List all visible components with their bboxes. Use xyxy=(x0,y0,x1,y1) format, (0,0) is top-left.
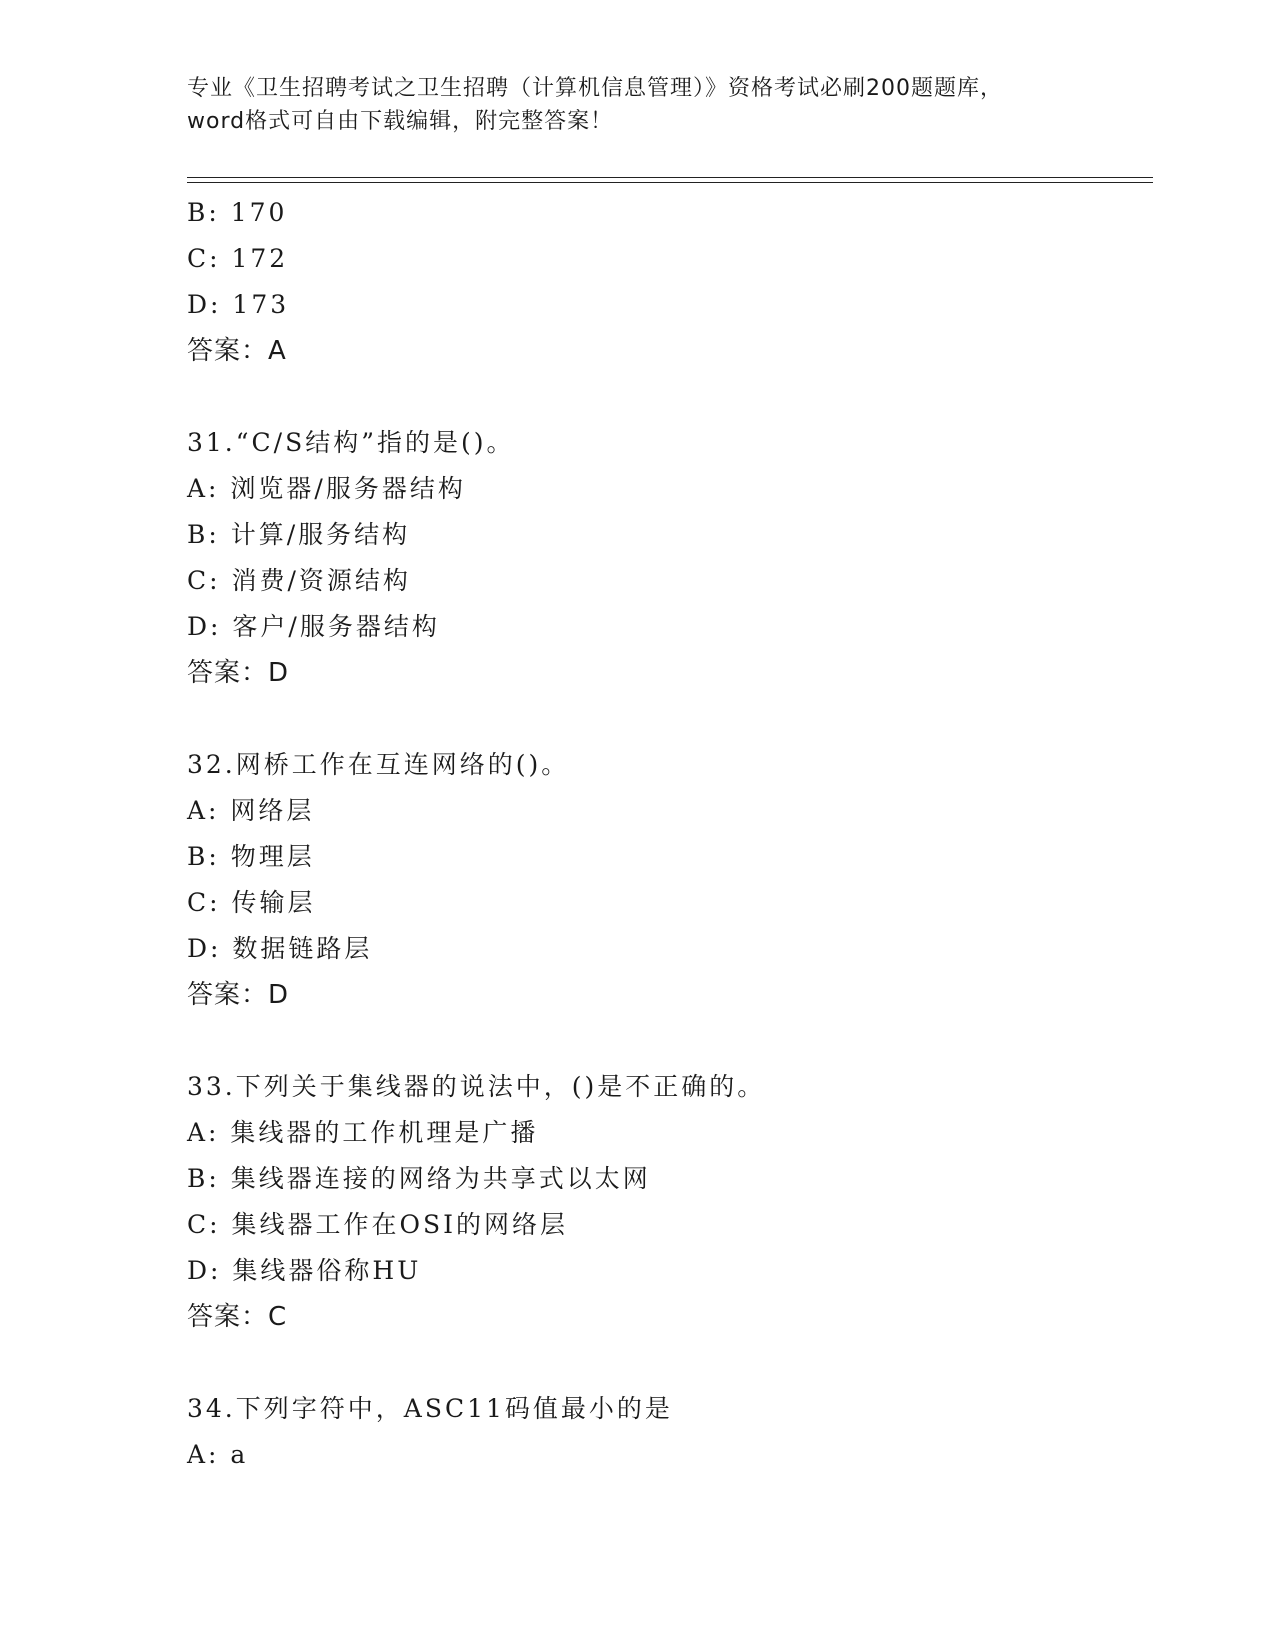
question-text: 31.“C/S结构”指的是()。 xyxy=(187,428,515,457)
option-b: B: 集线器连接的网络为共享式以太网 xyxy=(187,1164,651,1193)
header-line-2: word格式可自由下载编辑，附完整答案！ xyxy=(187,109,614,134)
header-rule-bottom xyxy=(187,182,1153,183)
option-b: B: 计算/服务结构 xyxy=(187,520,411,549)
option-c: C: 传输层 xyxy=(187,888,316,917)
spacer xyxy=(187,696,1187,742)
option-d: D: 数据链路层 xyxy=(187,934,373,963)
option-c: C: 消费/资源结构 xyxy=(187,566,411,595)
question-block-31 xyxy=(187,420,1187,696)
header-line-1: 专业《卫生招聘考试之卫生招聘（计算机信息管理）》资格考试必刷200题题库， xyxy=(187,76,1003,101)
answer-line: 答案：A xyxy=(187,336,287,366)
option-b: B: 物理层 xyxy=(187,842,315,871)
question-list xyxy=(187,190,1187,1478)
question-block-33 xyxy=(187,1064,1187,1340)
option-a: A: a xyxy=(187,1440,249,1469)
spacer xyxy=(187,374,1187,420)
document-header xyxy=(187,72,1087,138)
answer-line: 答案：C xyxy=(187,1302,288,1332)
question-text: 32.网桥工作在互连网络的()。 xyxy=(187,750,570,779)
spacer xyxy=(187,1340,1187,1386)
option-d: D: 集线器俗称HU xyxy=(187,1256,422,1285)
question-block-34 xyxy=(187,1386,1187,1478)
spacer xyxy=(187,1018,1187,1064)
option-d: D: 客户/服务器结构 xyxy=(187,612,440,641)
option-a: A: 集线器的工作机理是广播 xyxy=(187,1118,539,1147)
option-a: A: 网络层 xyxy=(187,796,315,825)
answer-line: 答案：D xyxy=(187,980,290,1010)
answer-line: 答案：D xyxy=(187,658,290,688)
question-text: 33.下列关于集线器的说法中，()是不正确的。 xyxy=(187,1072,766,1101)
prev-question-block xyxy=(187,190,1187,374)
option-c: C: 集线器工作在OSI的网络层 xyxy=(187,1210,568,1239)
option-b: B: 170 xyxy=(187,198,288,227)
option-a: A: 浏览器/服务器结构 xyxy=(187,474,466,503)
header-rule-top xyxy=(187,177,1153,178)
option-c: C: 172 xyxy=(187,244,289,273)
option-d: D: 173 xyxy=(187,290,290,319)
question-text: 34.下列字符中，ASC11码值最小的是 xyxy=(187,1394,673,1423)
question-block-32 xyxy=(187,742,1187,1018)
